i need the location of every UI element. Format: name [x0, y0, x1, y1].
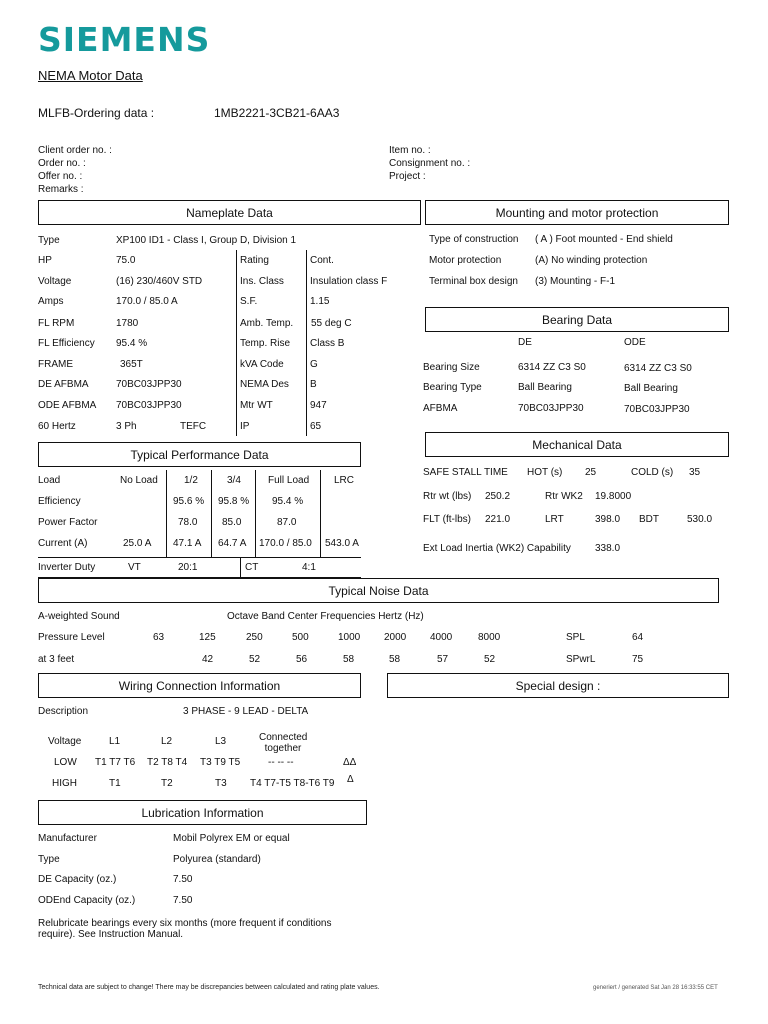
fl-rpm-value: 1780	[116, 318, 139, 329]
connected-head-1: Connected	[259, 732, 308, 743]
type-value: XP100 ID1 - Class I, Group D, Division 1	[116, 235, 297, 246]
ode-afbma-label: ODE AFBMA	[38, 400, 97, 411]
wiring-high-connected: T4 T7-T5 T8-T6 T9	[250, 778, 335, 789]
bearing-afbma-ode: 70BC03JPP30	[624, 404, 690, 415]
noise-header: Typical Noise Data	[38, 578, 719, 603]
current-label: Current (A)	[38, 538, 88, 549]
hertz-label: 60 Hertz	[38, 421, 76, 432]
nameplate-divider-2	[306, 250, 307, 436]
wiring-low-symbol: ΔΔ	[343, 757, 357, 768]
voltage-label: Voltage	[38, 276, 72, 287]
bdt-label: BDT	[639, 514, 659, 525]
pf-half: 78.0	[178, 517, 198, 528]
wiring-low-connected: -- -- --	[268, 757, 294, 768]
ins-class-value: Insulation class F	[310, 276, 388, 287]
inverter-duty-label: Inverter Duty	[38, 562, 96, 573]
efficiency-full: 95.4 %	[272, 496, 304, 507]
consignment-no-label: Consignment no. :	[389, 158, 471, 169]
wiring-description-label: Description	[38, 706, 89, 717]
efficiency-half: 95.6 %	[173, 496, 205, 507]
pf-three-quarter: 85.0	[222, 517, 242, 528]
freq-125: 125	[199, 632, 216, 643]
wiring-l3-head: L3	[215, 736, 227, 747]
wiring-high-l1: T1	[109, 778, 121, 789]
amps-value: 170.0 / 85.0 A	[116, 296, 178, 307]
perf-head-load: Load	[38, 475, 61, 486]
perf-divider-2	[211, 470, 212, 558]
kva-code-label: kVA Code	[240, 359, 284, 370]
footer-generated: generiert / generated Sat Jan 28 16:33:55 CET	[593, 985, 718, 991]
ins-class-label: Ins. Class	[240, 276, 284, 287]
lube-note-line-2: require). See Instruction Manual.	[38, 929, 184, 940]
bearing-afbma-de: 70BC03JPP30	[518, 403, 584, 414]
sf-label: S.F.	[240, 296, 258, 307]
terminal-box-label: Terminal box design	[429, 276, 518, 287]
perf-head-half: 1/2	[184, 475, 198, 486]
construction-value: ( A ) Foot mounted - End shield	[535, 234, 673, 245]
lube-manufacturer-label: Manufacturer	[38, 833, 97, 844]
siemens-logo: SIEMENS	[38, 20, 211, 59]
pressure-level-label: Pressure Level	[38, 632, 105, 643]
construction-label: Type of construction	[429, 234, 519, 245]
bearing-ode-head: ODE	[624, 337, 646, 348]
cold-label: COLD (s)	[631, 467, 674, 478]
wiring-high-l3: T3	[215, 778, 227, 789]
freq-250: 250	[246, 632, 263, 643]
wiring-low-l1: T1 T7 T6	[95, 757, 136, 768]
level-125: 42	[202, 654, 214, 665]
ct-label: CT	[245, 562, 259, 573]
level-1000: 58	[343, 654, 355, 665]
wiring-low-l3: T3 T9 T5	[200, 757, 241, 768]
bearing-de-head: DE	[518, 337, 532, 348]
inertia-label: Ext Load Inertia (WK2) Capability	[423, 543, 571, 554]
temp-rise-label: Temp. Rise	[240, 338, 291, 349]
inertia-value: 338.0	[595, 543, 621, 554]
voltage-value: (16) 230/460V STD	[116, 276, 203, 287]
wiring-low-label: LOW	[54, 757, 77, 768]
vt-label: VT	[128, 562, 141, 573]
terminal-box-value: (3) Mounting - F-1	[535, 276, 616, 287]
kva-code-value: G	[310, 359, 318, 370]
sf-value: 1.15	[310, 296, 330, 307]
level-500: 56	[296, 654, 308, 665]
phase-value: 3 Ph	[116, 421, 137, 432]
perf-divider-1	[166, 470, 167, 558]
current-half: 47.1 A	[173, 538, 202, 549]
fl-rpm-label: FL RPM	[38, 318, 75, 329]
mounting-header: Mounting and motor protection	[425, 200, 729, 225]
protection-value: (A) No winding protection	[535, 255, 648, 266]
bearing-size-de: 6314 ZZ C3 S0	[518, 362, 586, 373]
bearing-type-ode: Ball Bearing	[624, 383, 678, 394]
vt-value: 20:1	[178, 562, 198, 573]
de-afbma-label: DE AFBMA	[38, 379, 89, 390]
nameplate-header: Nameplate Data	[38, 200, 421, 225]
enclosure-value: TEFC	[180, 421, 207, 432]
octave-band-title: Octave Band Center Frequencies Hertz (Hz)	[227, 611, 424, 622]
mtr-wt-label: Mtr WT	[240, 400, 273, 411]
spwrl-value: 75	[632, 654, 644, 665]
cold-value: 35	[689, 467, 701, 478]
ode-afbma-value: 70BC03JPP30	[116, 400, 182, 411]
efficiency-three-quarter: 95.8 %	[218, 496, 250, 507]
rtr-wt-value: 250.2	[485, 491, 511, 502]
wiring-voltage-head: Voltage	[48, 736, 82, 747]
power-factor-label: Power Factor	[38, 517, 98, 528]
rtr-wk2-label: Rtr WK2	[545, 491, 583, 502]
bearing-size-ode: 6314 ZZ C3 S0	[624, 363, 692, 374]
perf-head-noload: No Load	[120, 475, 158, 486]
a-weighted-label: A-weighted Sound	[38, 611, 120, 622]
current-noload: 25.0 A	[123, 538, 152, 549]
fl-efficiency-value: 95.4 %	[116, 338, 148, 349]
lube-de-capacity-label: DE Capacity (oz.)	[38, 874, 117, 885]
current-full: 170.0 / 85.0	[259, 538, 312, 549]
hot-value: 25	[585, 467, 597, 478]
wiring-high-l2: T2	[161, 778, 173, 789]
nameplate-divider-1	[236, 250, 237, 436]
rtr-wt-label: Rtr wt (lbs)	[423, 491, 472, 502]
de-afbma-value: 70BC03JPP30	[116, 379, 182, 390]
mtr-wt-value: 947	[310, 400, 327, 411]
pf-full: 87.0	[277, 517, 297, 528]
inverter-top-line	[38, 557, 361, 558]
level-250: 52	[249, 654, 261, 665]
perf-head-lrc: LRC	[334, 475, 355, 486]
perf-head-fullload: Full Load	[268, 475, 310, 486]
freq-1000: 1000	[338, 632, 361, 643]
fl-efficiency-label: FL Efficiency	[38, 338, 95, 349]
current-three-quarter: 64.7 A	[218, 538, 247, 549]
flt-value: 221.0	[485, 514, 511, 525]
wiring-high-label: HIGH	[52, 778, 77, 789]
wiring-high-symbol: Δ	[347, 774, 354, 785]
frame-value: 365T	[120, 359, 143, 370]
wiring-l1-head: L1	[109, 736, 121, 747]
spl-value: 64	[632, 632, 644, 643]
level-2000: 58	[389, 654, 401, 665]
perf-divider-3	[255, 470, 256, 558]
footer-disclaimer: Technical data are subject to change! There may be discrepancies between calculated and rating plate values.	[38, 984, 380, 991]
ip-value: 65	[310, 421, 322, 432]
protection-label: Motor protection	[429, 255, 502, 266]
ct-value: 4:1	[302, 562, 316, 573]
freq-8000: 8000	[478, 632, 501, 643]
spl-label: SPL	[566, 632, 585, 643]
special-design-box: Special design :	[387, 673, 729, 698]
bearing-size-label: Bearing Size	[423, 362, 480, 373]
wiring-low-l2: T2 T8 T4	[147, 757, 188, 768]
bearing-type-label: Bearing Type	[423, 382, 482, 393]
item-no-label: Item no. :	[389, 145, 431, 156]
type-label: Type	[38, 235, 60, 246]
offer-no-label: Offer no. :	[38, 171, 83, 182]
freq-63: 63	[153, 632, 165, 643]
amb-temp-value: 55 deg C	[311, 318, 352, 329]
mechanical-header: Mechanical Data	[425, 432, 729, 457]
nema-des-value: B	[310, 379, 317, 390]
level-4000: 57	[437, 654, 449, 665]
rtr-wk2-value: 19.8000	[595, 491, 632, 502]
lube-de-capacity-value: 7.50	[173, 874, 193, 885]
lube-type-label: Type	[38, 854, 60, 865]
level-8000: 52	[484, 654, 496, 665]
current-lrc: 543.0 A	[325, 538, 359, 549]
inverter-divider	[240, 557, 241, 578]
efficiency-label: Efficiency	[38, 496, 81, 507]
lrt-label: LRT	[545, 514, 564, 525]
freq-4000: 4000	[430, 632, 453, 643]
amps-label: Amps	[38, 296, 64, 307]
lube-manufacturer-value: Mobil Polyrex EM or equal	[173, 833, 290, 844]
temp-rise-value: Class B	[310, 338, 345, 349]
mlfb-value: 1MB2221-3CB21-6AA3	[214, 106, 340, 120]
doc-title: NEMA Motor Data	[38, 68, 143, 83]
amb-temp-label: Amb. Temp.	[240, 318, 294, 329]
hp-label: HP	[38, 255, 52, 266]
lube-ode-capacity-label: ODEnd Capacity (oz.)	[38, 895, 136, 906]
connected-head-2: together	[264, 743, 302, 754]
stall-time-label: SAFE STALL TIME	[423, 467, 508, 478]
at-3-feet-label: at 3 feet	[38, 654, 75, 665]
bearing-header: Bearing Data	[425, 307, 729, 332]
performance-header: Typical Performance Data	[38, 442, 361, 467]
rating-value: Cont.	[310, 255, 334, 266]
hot-label: HOT (s)	[527, 467, 563, 478]
lube-note-line-1: Relubricate bearings every six months (more frequent if conditions	[38, 918, 332, 929]
hp-value: 75.0	[116, 255, 136, 266]
mlfb-label: MLFB-Ordering data :	[38, 106, 155, 120]
bdt-value: 530.0	[687, 514, 713, 525]
freq-500: 500	[292, 632, 309, 643]
project-label: Project :	[389, 171, 426, 182]
lube-type-value: Polyurea (standard)	[173, 854, 261, 865]
lubrication-header: Lubrication Information	[38, 800, 367, 825]
flt-label: FLT (ft-lbs)	[423, 514, 471, 525]
spwrl-label: SPwrL	[566, 654, 596, 665]
lrt-value: 398.0	[595, 514, 621, 525]
perf-head-three-quarter: 3/4	[227, 475, 241, 486]
nema-des-label: NEMA Des	[240, 379, 289, 390]
client-order-label: Client order no. :	[38, 145, 112, 156]
freq-2000: 2000	[384, 632, 407, 643]
bearing-type-de: Ball Bearing	[518, 382, 572, 393]
rating-label: Rating	[240, 255, 269, 266]
bearing-afbma-label: AFBMA	[423, 403, 458, 414]
order-no-label: Order no. :	[38, 158, 86, 169]
remarks-label: Remarks :	[38, 184, 84, 195]
perf-divider-4	[320, 470, 321, 558]
ip-label: IP	[240, 421, 250, 432]
frame-label: FRAME	[38, 359, 73, 370]
wiring-header: Wiring Connection Information	[38, 673, 361, 698]
wiring-l2-head: L2	[161, 736, 173, 747]
wiring-description-value: 3 PHASE - 9 LEAD - DELTA	[183, 706, 309, 717]
lube-ode-capacity-value: 7.50	[173, 895, 193, 906]
